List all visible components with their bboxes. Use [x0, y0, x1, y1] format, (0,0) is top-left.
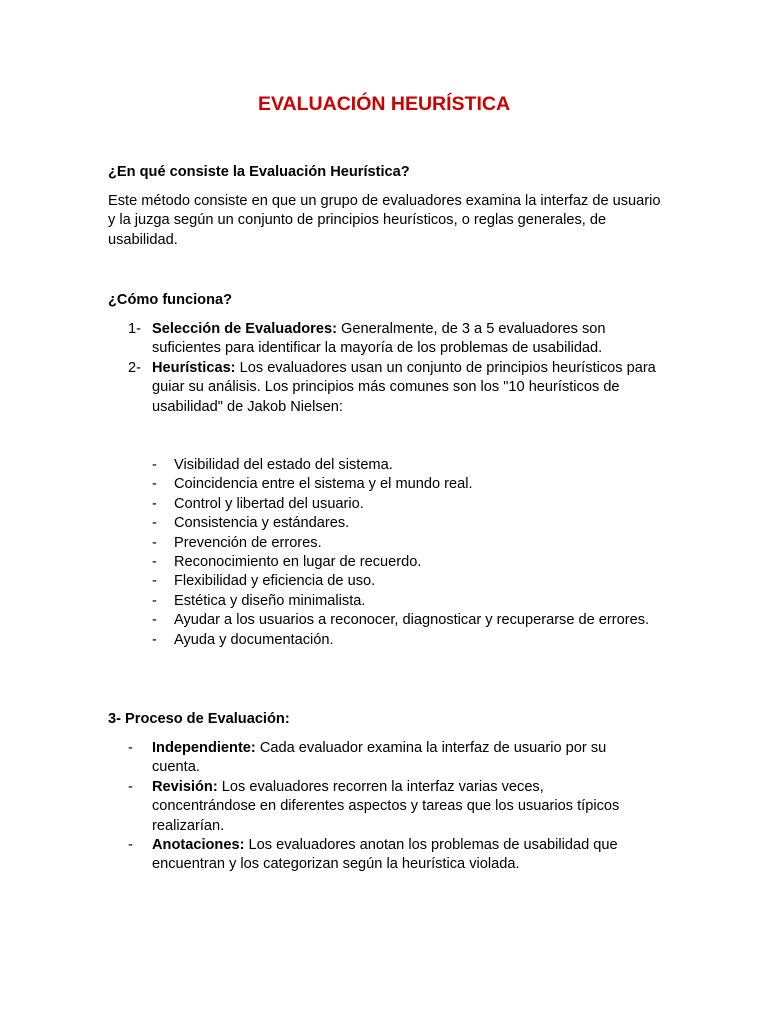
list-dash: - [152, 534, 157, 551]
list-dash: - [152, 612, 157, 629]
process-text: Cada evaluador examina la interfaz de usuario por su cuenta. [152, 740, 607, 776]
heuristic-item [108, 572, 668, 591]
heuristic-item [108, 534, 668, 553]
list-dash: - [152, 573, 157, 590]
process-text: Los evaluadores anotan los problemas de usabilidad que encuentran y los categorizan según la heurística violada. [152, 837, 618, 873]
process-item [108, 739, 638, 778]
list-dash: - [152, 515, 157, 532]
list-dash: - [152, 631, 157, 648]
list-dash: - [152, 554, 157, 571]
process-list [108, 739, 638, 875]
process-item [108, 836, 638, 875]
step-item [108, 320, 668, 359]
list-dash: - [152, 495, 157, 512]
list-dash: - [152, 592, 157, 609]
heuristic-item [108, 611, 668, 630]
list-dash: - [128, 778, 133, 795]
heuristic-item [108, 514, 668, 533]
heuristic-item [108, 553, 668, 572]
process-text: Los evaluadores recorren la interfaz varias veces, concentrándose en diferentes aspectos y tareas que los usuarios típicos realizarían. [152, 778, 620, 834]
heuristic-text: Visibilidad del estado del sistema. [174, 457, 393, 473]
process-term: Anotaciones: [152, 837, 245, 854]
heuristic-text: Flexibilidad y eficiencia de uso. [174, 573, 376, 590]
heuristic-item [108, 592, 668, 611]
heuristic-text: Estética y diseño minimalista. [174, 592, 366, 609]
heuristic-text: Ayudar a los usuarios a reconocer, diagnosticar y recuperarse de errores. [174, 612, 650, 629]
steps-list [108, 320, 668, 417]
section-heading-evaluation-process: 3- Proceso de Evaluación: [108, 711, 290, 727]
process-term: Revisión: [152, 778, 218, 795]
step-number: 1- [128, 321, 141, 337]
section-heading-what-is: ¿En qué consiste la Evaluación Heurística? [108, 164, 410, 180]
step-item [108, 359, 668, 417]
list-dash: - [152, 476, 157, 493]
heuristic-text: Prevención de errores. [174, 534, 322, 551]
step-number: 2- [128, 359, 141, 376]
heuristic-text: Consistencia y estándares. [174, 515, 350, 532]
list-dash: - [128, 740, 133, 756]
heuristics-list [108, 456, 668, 650]
heuristic-item [108, 631, 668, 650]
heuristic-text: Coincidencia entre el sistema y el mundo real. [174, 476, 473, 493]
heuristic-item [108, 495, 668, 514]
heuristic-text: Ayuda y documentación. [174, 631, 334, 648]
step-text: Generalmente, de 3 a 5 evaluadores son suficientes para identificar la mayoría de los problemas de usabilidad. [152, 321, 606, 357]
heuristic-text: Control y libertad del usuario. [174, 495, 364, 512]
list-dash: - [152, 457, 157, 473]
heuristic-text: Reconocimiento en lugar de recuerdo. [174, 554, 422, 571]
list-dash: - [128, 837, 133, 854]
step-term: Heurísticas: [152, 359, 236, 376]
section-heading-how-it-works: ¿Cómo funciona? [108, 292, 233, 308]
heuristic-item [108, 456, 668, 475]
heuristic-item [108, 475, 668, 494]
intro-paragraph: Este método consiste en que un grupo de evaluadores examina la interfaz de usuario y la juzga según un conjunto de principios heurísticos, o reglas generales, de usabilidad. [108, 193, 661, 248]
process-item [108, 778, 638, 836]
document-title: EVALUACIÓN HEURÍSTICA [257, 93, 511, 115]
process-term: Independiente: [152, 740, 256, 756]
step-term: Selección de Evaluadores: [152, 321, 337, 337]
step-text: Los evaluadores usan un conjunto de principios heurísticos para guiar su análisis. Los principios más comunes son los "10 heurísticos de usabilidad" de Jakob Nielsen: [152, 359, 656, 415]
